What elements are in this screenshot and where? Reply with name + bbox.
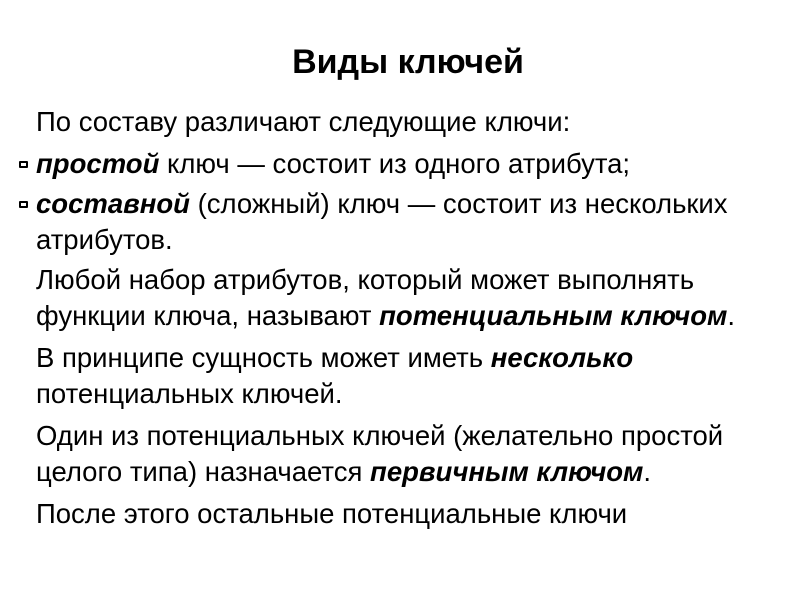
bullet-text-simple: ключ — состоит из одного атрибута; [159,148,631,179]
bullet-text-composite: (сложный) ключ — состоит из нескольких атрибутов. [36,188,728,255]
primary-text-after: . [643,456,652,487]
term-several: несколько [490,342,634,373]
term-composite: составной [36,188,190,219]
term-primary-key: первичным ключом [370,456,644,487]
candidate-text-before: Любой набор атрибутов, который может выполнять функции ключа, называют [36,264,695,331]
primary-text-before: Один из потенциальных ключей (желательно простой целого типа) назначается [36,420,724,487]
bullet-item-simple-key [36,146,776,182]
bullet-icon [19,161,28,168]
bullet-item-composite-key [36,186,776,258]
after-text: После этого остальные потенциальные ключи [36,498,628,529]
term-simple: простой [36,148,160,179]
candidate-text-after: . [727,300,735,331]
several-text-after: потенциальных ключей. [36,378,343,409]
term-candidate-key: потенциальным ключом [379,300,728,331]
intro-paragraph: По составу различают следующие ключи: [36,106,571,137]
after-paragraph [36,496,776,532]
several-text-before: В принципе сущность может иметь [36,342,491,373]
slide-title: Виды ключей [292,43,524,81]
slide-body [36,104,776,538]
bullet-icon [19,201,28,208]
candidate-key-paragraph [36,262,776,334]
primary-key-paragraph [36,418,776,490]
several-keys-paragraph [36,340,776,412]
